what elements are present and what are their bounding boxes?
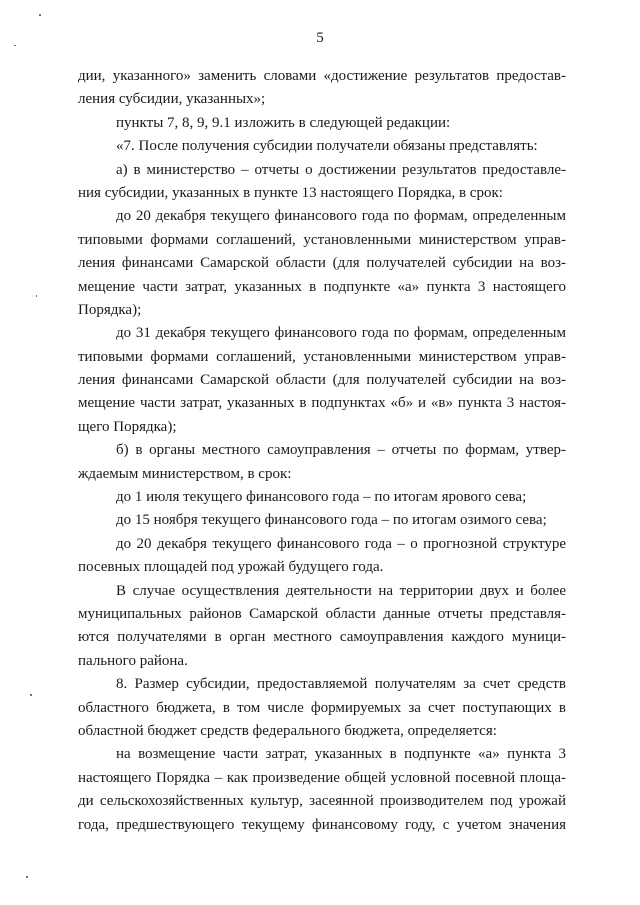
- text-line: до 31 декабря текущего финансового года по формам, определенным: [116, 325, 566, 342]
- document-body: [78, 65, 566, 837]
- text-line: муниципальных районов Самарской области данные отчеты представля-: [78, 605, 566, 622]
- scan-speck: [30, 694, 32, 696]
- text-line: до 20 декабря текущего финансового года – о прогнозной структуре: [116, 535, 566, 552]
- text-line: настоящего Порядка – как произведение общей условной посевной площа-: [78, 769, 566, 786]
- text-line: областной бюджет средств федерального бюджета, определяется:: [78, 722, 497, 739]
- text-line: до 1 июля текущего финансового года – по итогам ярового сева;: [116, 489, 527, 506]
- text-line: «7. После получения субсидии получатели обязаны представлять:: [116, 138, 538, 155]
- text-line: дии, указанного» заменить словами «достижение результатов предостав-: [78, 68, 566, 84]
- text-line: мещение части затрат, указанных в подпункте «а» пункта 3 настоящего: [78, 278, 566, 295]
- scan-speck: [36, 295, 37, 297]
- text-line: Порядка);: [78, 301, 142, 318]
- text-line: ются получателями в орган местного самоуправления каждого муници-: [78, 629, 566, 646]
- scan-speck: [26, 876, 28, 878]
- text-line: до 20 декабря текущего финансового года по формам, определенным: [116, 208, 566, 225]
- text-line: пального района.: [78, 652, 188, 669]
- text-line: щего Порядка);: [78, 418, 177, 435]
- text-line: типовыми формами соглашений, установленными министерством управ-: [78, 231, 566, 248]
- text-line: ления финансами Самарской области (для получателей субсидии на воз-: [78, 372, 566, 389]
- text-line: пункты 7, 8, 9, 9.1 изложить в следующей редакции:: [116, 114, 451, 131]
- text-line: В случае осуществления деятельности на территории двух и более: [116, 582, 566, 599]
- text-line: ления финансами Самарской области (для получателей субсидии на воз-: [78, 255, 566, 272]
- text-line: ждаемым министерством, в срок:: [78, 465, 292, 482]
- text-line: мещение части затрат, указанных в подпунктах «б» и «в» пункта 3 настоя-: [78, 395, 566, 412]
- scan-speck: [14, 45, 16, 46]
- text-line: 8. Размер субсидии, предоставляемой получателям за счет средств: [116, 676, 566, 693]
- text-line: ления субсидии, указанных»;: [78, 91, 266, 108]
- text-line: до 15 ноября текущего финансового года – по итогам озимого сева;: [116, 512, 547, 529]
- text-line: ния субсидии, указанных в пункте 13 настоящего Порядка, в срок:: [78, 184, 503, 201]
- text-line: типовыми формами соглашений, установленными министерством управ-: [78, 348, 566, 365]
- text-line: посевных площадей под урожай будущего года.: [78, 559, 384, 576]
- text-line: ди сельскохозяйственных культур, засеянной производителем под урожай: [78, 793, 566, 810]
- text-line: областного бюджета, в том числе формируемых за счет поступающих в: [78, 699, 566, 716]
- text-line: а) в министерство – отчеты о достижении результатов предоставле-: [116, 161, 566, 178]
- page-number: 5: [316, 30, 324, 46]
- text-line: б) в органы местного самоуправления – отчеты по формам, утвер-: [116, 442, 566, 459]
- text-line: года, предшествующего текущему финансовому году, с учетом значения: [78, 816, 566, 833]
- text-line: на возмещение части затрат, указанных в подпункте «а» пункта 3: [116, 746, 566, 763]
- scan-speck: [39, 14, 41, 16]
